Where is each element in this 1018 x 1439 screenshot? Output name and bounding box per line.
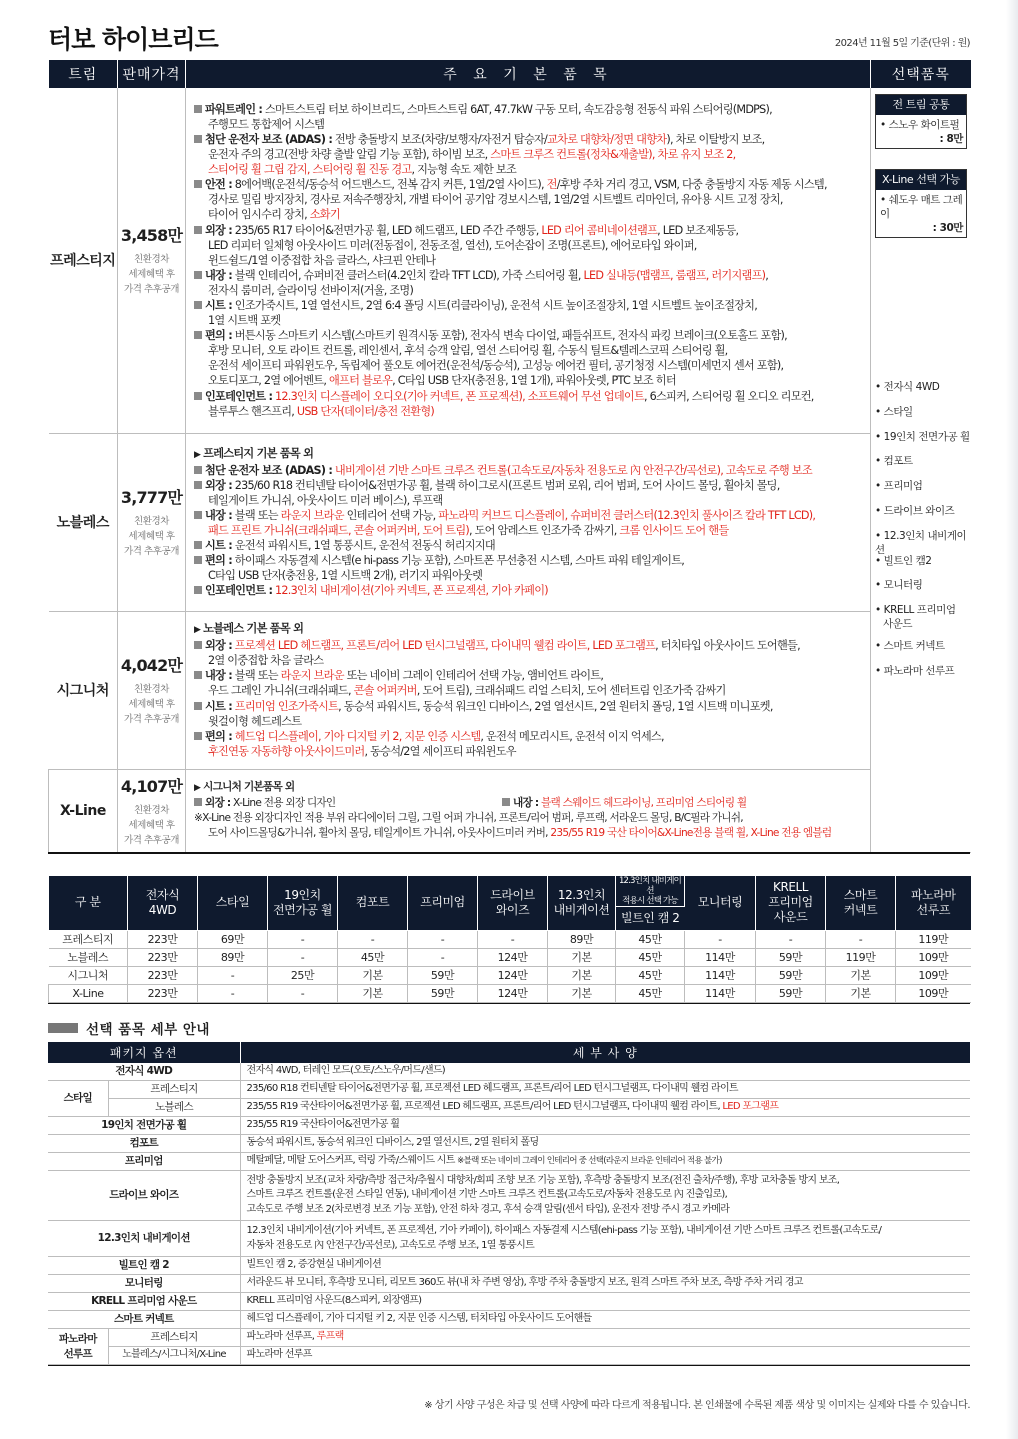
bullet-square: [194, 732, 202, 740]
section-bar: [48, 1023, 78, 1033]
bullet-square: [194, 586, 202, 594]
package-spec: 빌트인 캠 2, 증강현실 내비게이션: [240, 1257, 970, 1275]
price-cell: 109만: [896, 966, 971, 984]
list-item: • KRELL 프리미엄: [875, 604, 956, 617]
list-item: • 컴포트: [875, 455, 913, 468]
trim-price-cell: 4,042만 친환경차 세제혜택 후 가격 추후공개: [118, 611, 186, 769]
package-spec: 파노라마 선루프: [240, 1347, 970, 1365]
header-builtin-cam: 빌트인 캠 2: [616, 906, 685, 930]
package-name: 전자식 4WD: [48, 1063, 240, 1081]
package-spec: 전자식 4WD, 터레인 모드(오토/스노우/머드/샌드): [240, 1063, 970, 1081]
bullet-square: [194, 135, 202, 143]
package-name: 스마트 커넥트: [48, 1311, 240, 1329]
bullet-square: [194, 556, 202, 564]
package-name: 컴포트: [48, 1135, 240, 1153]
price-cell: 109만: [896, 948, 971, 966]
list-item: • 프리미엄: [875, 480, 923, 493]
price-cell: -: [338, 930, 408, 948]
header-options: 선택품목: [871, 60, 971, 88]
price-cell: 89만: [198, 948, 268, 966]
triangle-icon: ▶: [194, 625, 201, 636]
header-monitoring: 모니터링: [685, 876, 756, 931]
package-name: 드라이브 와이즈: [48, 1171, 240, 1221]
list-item: • 빌트인 캠2: [875, 554, 932, 567]
package-spec: 메탈페달, 메탈 도어스커프, 럭링 가죽/스웨이드 시트 ※블랙 또는 네이비 그레이 인테리어 중 선택(라운지 브라운 인테리어 적용 불가): [240, 1153, 970, 1171]
header-navigation: 12.3인치 내비게이션: [548, 876, 616, 931]
row-label: X-Line: [49, 984, 128, 1002]
price-cell: 기본: [548, 966, 616, 984]
price-cell: 25만: [268, 966, 338, 984]
price-cell: 69만: [198, 930, 268, 948]
package-name: 12.3인치 내비게이션: [48, 1221, 240, 1257]
price-cell: 124만: [478, 948, 548, 966]
price-cell: -: [756, 930, 826, 948]
package-spec: 파노라마 선루프, 루프랙: [240, 1329, 970, 1347]
trim-row-signature: [49, 611, 971, 769]
header-drive-wise: 드라이브 와이즈: [478, 876, 548, 931]
bullet-square: [194, 105, 202, 113]
trim-name: X-Line: [49, 769, 118, 852]
package-name: 스타일: [48, 1081, 108, 1117]
bullet-square: [194, 671, 202, 679]
bullet-square: [502, 798, 510, 806]
price-cell: 223만: [128, 930, 198, 948]
option-box-xline: X-Line 선택 가능 • 쉐도우 매트 그레이 : 30만: [875, 169, 967, 238]
package-spec: 동승석 파워시트, 동승석 워크인 디바이스, 2열 열선시트, 2열 원터치 폴딩: [240, 1135, 970, 1153]
price-cell: 59만: [756, 948, 826, 966]
bullet-square: [194, 641, 202, 649]
trim-name: 시그니처: [49, 611, 118, 769]
header-panorama: 파노라마 선루프: [896, 876, 971, 931]
trim-row-prestige: [49, 88, 971, 433]
package-name: 19인치 전면가공 휠: [48, 1117, 240, 1135]
trim-features-table: [48, 60, 971, 853]
price-note: 세제혜택 후: [128, 269, 175, 281]
package-name: KRELL 프리미엄 사운드: [48, 1293, 240, 1311]
header-category: 구 분: [49, 876, 128, 931]
bullet-square: [194, 331, 202, 339]
section-title: 선택 품목 세부 안내: [86, 1021, 210, 1038]
trim-price: 4,042만: [120, 656, 183, 675]
list-item: • 파노라마 선루프: [875, 664, 955, 677]
trim-features: ▶ 프레스티지 기본 품목 외 첨단 운전자 보조 (ADAS) : 내비게이션 기반 스마트 크루즈 컨트롤(고속도로/자동차 전용도로 內 안전구간/곡선로), 고속도로 주행 보조 외장 : 235/60 R18 컨티넨탈 타이어&전면가공 휠, 블랙 하이그로시(프론트 범퍼 로워, 리어 범퍼, 도어 사이드 몰딩, 휠아치 몰딩, 테일게이트 가니쉬, 아웃사이드 미러 베이스), 루프랙 내장 : 블랙 또는 라운지 브라운 인테리어 선택 가능, 파노라믹 커브드 디스플레이, 슈퍼비전 클러스터(12.3인치 풀사이즈 칼라 TFT LCD), 패드 프린트 가니쉬(크래쉬패드, 콘솔 어퍼커버, 도어 트림), 도어 암레스트 인조가죽 감싸기, 크롬 인사이드 도어 핸들 시트 : 운전석 파워시트, 1열 통풍시트, 운전석 전동식 허리지지대 편의 : 하이패스 자동결제 시스템(e hi-pass 기능 포함), 스마트폰 무선충전 시스템, 스마트 파워 테일게이트, C타입 USB 단자(충전용, 1열 시트백 2개), 러기지 파워아웃렛 인포테인먼트 : 12.3인치 내비게이션(기아 커넥트, 폰 프로젝션, 기아 카페이): [186, 433, 871, 611]
trim-features: ▶ 시그니처 기본품목 외 외장 : X-Line 전용 외장 디자인 내장 : 블랙 스웨이드 헤드라이닝, 프리미엄 스티어링 휠 ※X-Line 전용 외장디자인 적용 부위 라디에이터 그릴, 그릴 어퍼 가니쉬, 프론트/리어 범퍼, 루프랙, 서라운드 몰딩, B/C필라 가니쉬, 도어 사이드몰딩&가니쉬, 휠아치 몰딩, 테일게이트 가니쉬, 아웃사이드미러 커버, 235/55 R19 국산 타이어&X-Line전용 블랙 휠, X-Line 전용 엠블럼: [186, 769, 871, 852]
header-features: 주 요 기 본 품 목: [186, 60, 871, 88]
bullet-square: [194, 541, 202, 549]
price-cell: 45만: [616, 966, 685, 984]
trim-price-cell: 3,777만 친환경차 세제혜택 후 가격 추후공개: [118, 433, 186, 611]
option-detail-table: [48, 1042, 970, 1366]
package-trim: 노블레스/시그니처/X-Line: [108, 1347, 240, 1365]
price-cell: -: [685, 930, 756, 948]
bullet-square: [194, 301, 202, 309]
price-cell: 59만: [756, 984, 826, 1002]
package-trim: 프레스티지: [108, 1329, 240, 1347]
header-style: 스타일: [198, 876, 268, 931]
price-note: 가격 추후공개: [124, 284, 179, 296]
price-cell: 89만: [548, 930, 616, 948]
table-row: [49, 948, 971, 966]
package-spec: 서라운드 뷰 모니터, 후측방 모니터, 리모트 360도 뷰(내 차 주변 영상), 후방 주차 충돌방지 보조, 원격 스마트 주차 보조, 측방 주차 거리 경고: [240, 1275, 970, 1293]
price-date: 2024년 11월 5일 기준(단위 : 원): [834, 38, 970, 49]
table-header-row: [49, 60, 971, 88]
package-name: 파노라마 선루프: [48, 1329, 108, 1365]
bullet-square: [194, 392, 202, 400]
price-cell: 기본: [826, 984, 896, 1002]
price-cell: 59만: [408, 966, 478, 984]
page-header: [48, 0, 970, 60]
trim-price-cell: [118, 88, 186, 433]
bullet-square: [194, 271, 202, 279]
price-cell: 45만: [338, 948, 408, 966]
price-cell: 기본: [548, 948, 616, 966]
trim-row-xline: [49, 769, 971, 852]
price-cell: 기본: [548, 984, 616, 1002]
triangle-icon: ▶: [194, 782, 201, 793]
trim-price: 4,107만: [120, 776, 183, 796]
price-cell: -: [408, 930, 478, 948]
trim-name: 노블레스: [49, 433, 118, 611]
list-item: • 19인치 전면가공 휠: [875, 430, 970, 443]
bullet-square: [194, 481, 202, 489]
bullet-square: [194, 511, 202, 519]
row-label: 프레스티지: [49, 930, 128, 948]
list-item: • 드라이브 와이즈: [875, 504, 955, 517]
price-cell: -: [198, 984, 268, 1002]
price-cell: 기본: [338, 966, 408, 984]
price-cell: -: [478, 930, 548, 948]
package-spec: 헤드업 디스플레이, 기아 디지털 키 2, 지문 인증 시스템, 터치타입 아웃사이드 도어핸들: [240, 1311, 970, 1329]
header-smart-connect: 스마트 커넥트: [826, 876, 896, 931]
price-cell: 119만: [826, 948, 896, 966]
row-label: 노블레스: [49, 948, 128, 966]
price-cell: 119만: [896, 930, 971, 948]
package-name: 프리미엄: [48, 1153, 240, 1171]
table-bottom-rule: [48, 1365, 970, 1366]
price-cell: 기본: [338, 984, 408, 1002]
table-row: [49, 930, 971, 948]
bullet-square: [194, 226, 202, 234]
triangle-icon: ▶: [194, 449, 201, 460]
package-name: 빌트인 캠 2: [48, 1257, 240, 1275]
bullet-square: [194, 180, 202, 188]
trim-price-cell: 4,107만 친환경차 세제혜택 후 가격 추후공개: [118, 769, 186, 852]
header-19-wheel: 19인치 전면가공 휠: [268, 876, 338, 931]
price-cell: 114만: [685, 948, 756, 966]
footer-note: ※ 상기 사양 구성은 차급 및 선택 사양에 따라 다르게 적용됩니다. 본 인쇄물에 수록된 제품 색상 및 이미지는 실제와 다를 수 있습니다.: [424, 1400, 970, 1411]
table-row: [49, 966, 971, 984]
header-premium: 프리미엄: [408, 876, 478, 931]
list-item: 사운드: [883, 618, 913, 631]
price-cell: -: [268, 930, 338, 948]
price-cell: 124만: [478, 984, 548, 1002]
price-cell: -: [268, 984, 338, 1002]
header-spec: 세 부 사 양: [240, 1042, 970, 1063]
option-list: [875, 380, 971, 689]
package-spec: KRELL 프리미엄 사운드(8스피커, 외장앰프): [240, 1293, 970, 1311]
page-edge-shadow: [1006, 0, 1018, 1439]
price-cell: -: [198, 966, 268, 984]
header-4wd: 전자식 4WD: [128, 876, 198, 931]
list-item: • 스타일: [875, 405, 913, 418]
price-cell: 45만: [616, 948, 685, 966]
price-cell: 기본: [826, 966, 896, 984]
price-cell: 124만: [478, 966, 548, 984]
price-cell: 109만: [896, 984, 971, 1002]
option-price-table: [48, 876, 971, 1003]
package-spec: 전방 충돌방지 보조(교차 차량/측방 접근차/추월시 대향차/회피 조향 보조 기능 포함), 후측방 충돌방지 보조(전진 출차/주행), 후방 교차충돌 방지 보조, 스마트 크루즈 컨트롤(운전 스타일 연동), 내비게이션 기반 스마트 크루즈 컨트롤(고속도로/자동차 전용도로 內 진출입로), 고속도로 주행 보조 2(차로변경 보조 기능 포함), 안전 하차 경고, 후석 승객 알림(센서 타입), 운전자 전방 주시 경고 카메라: [240, 1171, 970, 1221]
price-cell: 45만: [616, 930, 685, 948]
price-cell: -: [826, 930, 896, 948]
package-spec: 235/55 R19 국산타이어&전면가공 휠, 프로젝션 LED 헤드램프, 프론트/리어 LED 턴시그널램프, 다이내믹 웰컴 라이트, LED 포그램프: [240, 1099, 970, 1117]
bullet-square: [194, 466, 202, 474]
table-bottom-rule: [48, 1003, 970, 1004]
table-bottom-rule: [48, 852, 970, 854]
bullet-square: [194, 798, 202, 806]
list-item: • 모니터링: [875, 579, 923, 592]
header-krell: KRELL 프리미엄 사운드: [756, 876, 826, 931]
price-cell: 59만: [756, 966, 826, 984]
list-item: • 스마트 커넥트: [875, 640, 945, 653]
trim-price: 3,458만: [120, 226, 183, 246]
price-cell: -: [268, 948, 338, 966]
row-label: 시그니처: [49, 966, 128, 984]
table-row: [49, 984, 971, 1002]
price-cell: 114만: [685, 984, 756, 1002]
header-package: 패키지 옵션: [48, 1042, 240, 1063]
package-trim: 프레스티지: [108, 1081, 240, 1099]
trim-price: 3,777만: [120, 488, 183, 507]
package-spec: 235/60 R18 컨티넨탈 타이어&전면가공 휠, 프로젝션 LED 헤드램프, 프론트/리어 LED 턴시그널램프, 다이내믹 웰컴 라이트: [240, 1081, 970, 1099]
options-column: [871, 88, 971, 852]
package-name: 모니터링: [48, 1275, 240, 1293]
price-cell: 59만: [408, 984, 478, 1002]
option-price-rows: [49, 930, 971, 1002]
trim-name: 프레스티지: [49, 88, 118, 433]
trim-row-noblesse: [49, 433, 971, 611]
section-heading: [48, 1018, 970, 1038]
package-trim: 노블레스: [108, 1099, 240, 1117]
price-cell: 223만: [128, 966, 198, 984]
price-cell: 45만: [616, 984, 685, 1002]
price-note: 친환경차: [134, 254, 169, 266]
price-cell: 114만: [685, 966, 756, 984]
header-comfort: 컴포트: [338, 876, 408, 931]
list-item: • 12.3인치 내비게이션: [875, 529, 967, 556]
price-cell: 223만: [128, 948, 198, 966]
price-cell: -: [408, 948, 478, 966]
option-box-all-trims: 전 트림 공통 • 스노우 화이트펄 : 8만: [875, 94, 967, 149]
price-cell: 223만: [128, 984, 198, 1002]
header-nav-note: 12.3인치 내비게이션 적용시 선택 가능: [616, 876, 685, 907]
package-spec: 12.3인치 내비게이션(기아 커넥트, 폰 프로젝션, 기아 카페이), 하이패스 자동결제 시스템(ehi-pass 기능 포함), 내비게이션 기반 스마트 크루즈 컨트롤(고속도로/ 자동차 전용도로 內 안전구간/곡선로), 고속도로 주행 보조, 1열 통풍시트: [240, 1221, 970, 1257]
package-spec: 235/55 R19 국산타이어&전면가공 휠: [240, 1117, 970, 1135]
header-trim: 트림: [49, 60, 118, 88]
header-price: 판매가격: [118, 60, 186, 88]
page-title: 터보 하이브리드: [48, 25, 218, 54]
trim-features: ▶ 노블레스 기본 품목 외 외장 : 프로젝션 LED 헤드램프, 프론트/리어 LED 턴시그널램프, 다이내믹 웰컴 라이트, LED 포그램프, 터치타입 아웃사이드 도어핸들, 2열 이중접합 차음 글라스 내장 : 블랙 또는 라운지 브라운 또는 네이비 그레이 인테리어 선택 가능, 앰비언트 라이트, 우드 그레인 가니쉬(크래쉬패드, 콘솔 어퍼커버, 도어 트림), 크래쉬패드 리얼 스티치, 도어 센터트림 인조가죽 감싸기 시트 : 프리미엄 인조가죽시트, 동승석 파워시트, 동승석 워크인 디바이스, 2열 열선시트, 2열 원터치 폴딩, 1열 시트백 미니포켓, 윗걸이형 헤드레스트 편의 : 헤드업 디스플레이, 기아 디지털 키 2, 지문 인증 시스템, 운전석 메모리시트, 운전석 이지 억세스, 후진연동 자동하향 아웃사이드미러, 동승석/2열 세이프티 파워윈도우: [186, 611, 871, 769]
list-item: • 전자식 4WD: [875, 381, 940, 393]
bullet-square: [194, 702, 202, 710]
trim-features: 파워트레인 : 스마트스트림 터보 하이브리드, 스마트스트림 6AT, 47.7kW 구동 모터, 속도감응형 전동식 파워 스티어링(MDPS), 주행모드 통합제어 시스템 첨단 운전자 보조 (ADAS) : 전방 충돌방지 보조(차량/보행자/자전거 탑승자/교차로 대향차/정면 대향차), 차로 이탈방지 보조, 운전자 주의 경고(전방 차량 출발 알림 기능 포함), 하이빔 보조, 스마트 크루즈 컨트롤(정차&재출발), 차로 유지 보조 2, 스티어링 휠 그립 감지, 스티어링 휠 진동 경고, 지능형 속도 제한 보조 안전 : 8에어백(운전석/동승석 어드밴스드, 전복 감지 커튼, 1열/2열 사이드), 전/후방 주차 거리 경고, VSM, 다중 충돌방지 자동 제동 시스템, 경사로 밀림 방지장치, 경사로 저속주행장치, 개별 타이어 공기압 경보시스템, 1열/2열 시트벨트 리마인더, 유아용 시트 고정 장치, 타이어 임시수리 장치, 소화기 외장 : 235/65 R17 타이어&전면가공 휠, LED 헤드램프, LED 주간 주행등, LED 리어 콤비네이션램프, LED 보조제동등, LED 리피터 일체형 아웃사이드 미러(전동접이, 전동조절, 열선), 도어손잡이 조명(프론트), 에어로타입 와이퍼, 윈드쉴드/1열 이중접합 차음 글라스, 샤크핀 안테나 내장 : 블랙 인테리어, 슈퍼비전 클러스터(4.2인치 칼라 TFT LCD), 가죽 스티어링 휠, LED 실내등(맵램프, 룸램프, 러기지램프), 전자식 룸미러, 슬라이딩 선바이저(거울, 조명) 시트 : 인조가죽시트, 1열 열선시트, 2열 6:4 폴딩 시트(리클라이닝), 운전석 시트 높이조절장치, 1열 시트벨트 높이조절장치, 1열 시트백 포켓 편의 : 버튼시동 스마트키 시스템(스마트키 원격시동 포함), 전자식 변속 다이얼, 패들쉬프트, 전자식 파킹 브레이크(오토홀드 포함), 후방 모니터, 오토 라이트 컨트롤, 레인센서, 후석 승객 알림, 열선 스티어링 휠, 수동식 틸트&텔레스코픽 스티어링 휠, 운전석 세이프티 파워윈도우, 독립제어 풀오토 에어컨(운전석/동승석), 고성능 에어컨 필터, 공기청정 시스템(미세먼지 센서 포함), 오토디포그, 2열 에어벤트, 애프터 블로우, C타입 USB 단자(충전용, 1열 1개), 파워아웃렛, PTC 보조 히터 인포테인먼트 : 12.3인치 디스플레이 오디오(기아 커넥트, 폰 프로젝션), 소프트웨어 무선 업데이트, 6스피커, 스티어링 휠 오디오 리모컨, 블루투스 핸즈프리, USB 단자(데이터/충전 전환형): [186, 88, 871, 433]
